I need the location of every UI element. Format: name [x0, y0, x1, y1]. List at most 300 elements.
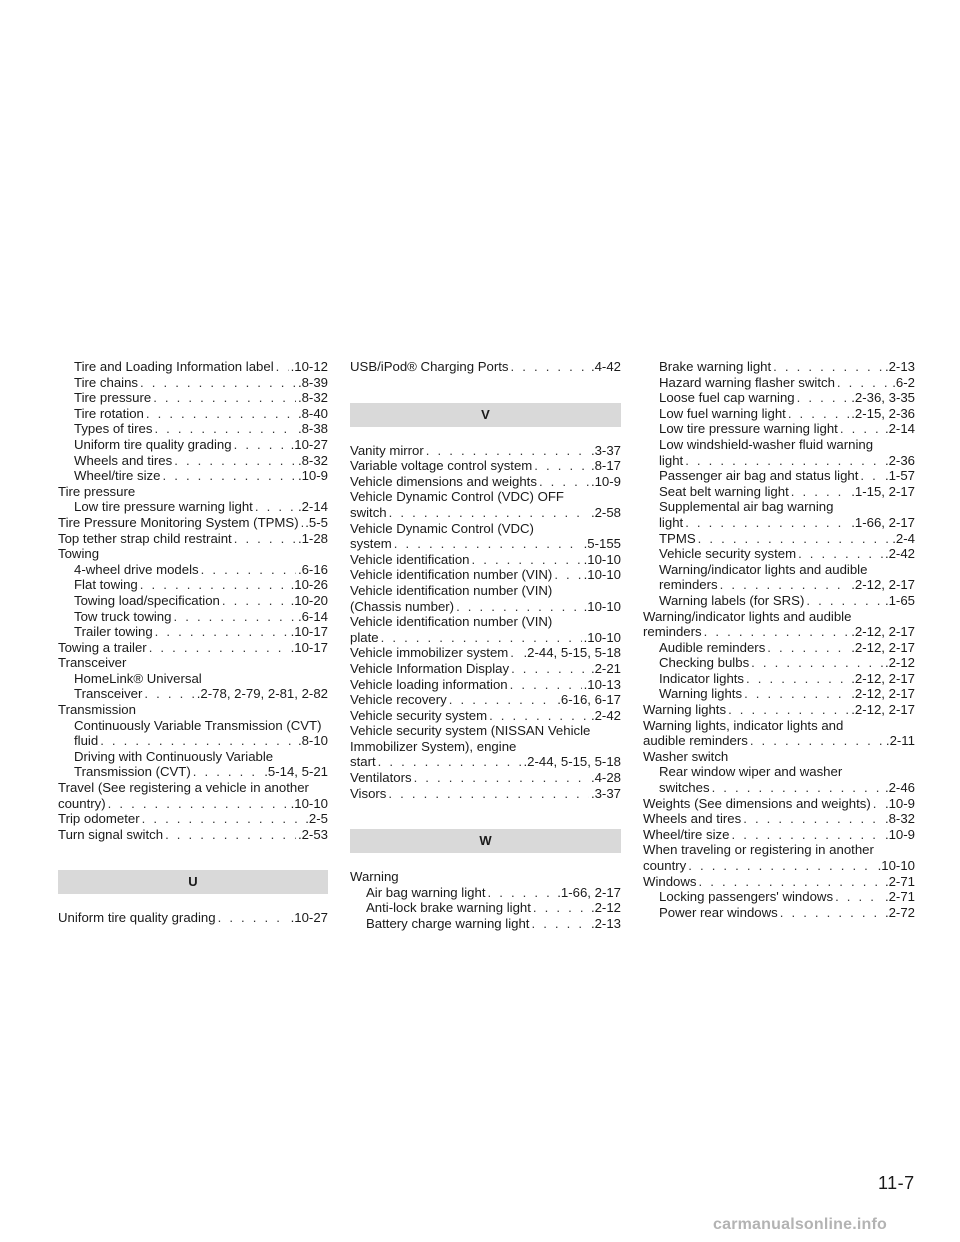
dot-leader [201, 562, 296, 578]
dot-leader [389, 505, 589, 521]
index-entry [350, 677, 621, 693]
entry-text: Vehicle loading information [350, 676, 508, 692]
entry-page: .1-57 [884, 468, 915, 484]
index-list-w-continued [643, 359, 915, 920]
index-entry [643, 905, 915, 921]
index-entry [350, 661, 621, 677]
dot-leader [162, 468, 295, 484]
index-entry [350, 536, 621, 552]
entry-text: Indicator lights [659, 670, 745, 686]
dot-leader [234, 437, 289, 453]
dot-leader [780, 905, 883, 921]
entry-text: Low tire pressure warning light [659, 421, 838, 437]
entry-text: reminders [659, 577, 718, 593]
dot-leader [222, 593, 289, 609]
entry-text: light [659, 452, 684, 468]
dot-leader [414, 770, 589, 786]
dot-leader [837, 375, 890, 391]
entry-text: Tire Pressure Monitoring System (TPMS) [58, 514, 299, 530]
dot-leader [301, 515, 304, 531]
entry-page: .1-66, 2-17 [557, 884, 621, 900]
index-entry: Warning [350, 869, 399, 885]
entry-text: Tow truck towing [74, 608, 172, 624]
entry-text: Anti-lock brake warning light [366, 900, 531, 916]
index-entry [350, 443, 621, 459]
entry-text: Ventilators [350, 770, 412, 786]
entry-page: .8-17 [590, 458, 621, 474]
index-entry [643, 733, 915, 749]
entry-text: Transmission (CVT) [74, 764, 191, 780]
entry-page: .2-12, 2-17 [851, 639, 915, 655]
entry-page: .8-32 [297, 390, 328, 406]
entry-page: .8-32 [884, 811, 915, 827]
dot-leader [797, 390, 850, 406]
entry-text: switches [659, 780, 710, 796]
index-entry [643, 702, 915, 718]
dot-leader [378, 754, 522, 770]
index-list-t [58, 359, 328, 842]
entry-text: Wheel/tire size [74, 468, 161, 484]
index-entry [643, 390, 915, 406]
dot-leader [140, 375, 296, 391]
entry-page: .8-38 [297, 421, 328, 437]
entry-page: .10-10 [877, 858, 915, 873]
entry-page: .2-12, 2-17 [851, 686, 915, 702]
index-list-v [350, 443, 621, 802]
index-list-u [58, 910, 328, 926]
entry-page: .2-36, 3-35 [851, 390, 915, 406]
entry-text: Warning labels (for SRS) [659, 592, 805, 608]
index-entry [643, 655, 915, 671]
index-entry [58, 593, 328, 609]
index-entry [58, 421, 328, 437]
dot-leader [539, 474, 589, 490]
entry-page: .1-28 [297, 530, 328, 546]
index-entry: Warning/indicator lights and audible [643, 608, 852, 624]
index-entry [58, 406, 328, 422]
index-entry [350, 885, 621, 901]
dot-leader [698, 531, 891, 547]
entry-text: TPMS [659, 530, 696, 546]
index-entry [643, 375, 915, 391]
index-entry [643, 421, 915, 437]
index-entry [643, 671, 915, 687]
entry-text: Types of tires [74, 421, 153, 437]
entry-text: Vehicle security system [659, 546, 797, 562]
index-entry [58, 764, 328, 780]
page-number: 11-7 [878, 1173, 915, 1193]
index-entry: Tire pressure [58, 483, 136, 499]
entry-page: .2-36 [884, 452, 915, 468]
index-entry [350, 552, 621, 568]
index-entry [58, 609, 328, 625]
dot-leader [144, 686, 194, 702]
entry-page: .2-14 [884, 421, 915, 437]
dot-leader [276, 359, 289, 375]
index-entry [643, 796, 915, 812]
entry-page: .4-42 [590, 359, 621, 374]
entry-text: Trip odometer [58, 811, 140, 827]
entry-page: .10-17 [290, 639, 328, 655]
dot-leader [142, 811, 304, 827]
dot-leader [449, 692, 555, 708]
entry-page: .2-21 [590, 660, 621, 676]
index-entry [58, 468, 328, 484]
entry-page: .10-10 [583, 551, 621, 567]
dot-leader [234, 531, 296, 547]
watermark: carmanualsonline.info [713, 1216, 888, 1233]
entry-page: .10-10 [290, 795, 328, 811]
entry-text: start [350, 754, 376, 770]
index-entry [643, 640, 915, 656]
index-entry [58, 686, 328, 702]
entry-text: Loose fuel cap warning [659, 390, 795, 406]
dot-leader [173, 609, 295, 625]
entry-text: Uniform tire quality grading [58, 910, 216, 926]
index-entry [643, 624, 915, 640]
index-entry [58, 827, 328, 843]
entry-text: system [350, 536, 392, 552]
entry-page: .10-17 [290, 624, 328, 640]
index-entry: Warning/indicator lights and audible [659, 561, 868, 577]
dot-leader [806, 593, 883, 609]
dot-leader [704, 624, 850, 640]
section-header-u: U [58, 870, 328, 894]
entry-text: Towing load/specification [74, 592, 220, 608]
index-entry: HomeLink® Universal [74, 670, 202, 686]
entry-text: (Chassis number) [350, 598, 455, 614]
entry-text: Towing a trailer [58, 639, 147, 655]
index-entry [643, 546, 915, 562]
entry-page: .2-13 [590, 916, 621, 932]
entry-text: Battery charge warning light [366, 916, 530, 932]
entry-page: .1-66, 2-17 [851, 514, 915, 530]
entry-page: .10-20 [290, 592, 328, 608]
entry-text: Seat belt warning light [659, 483, 789, 499]
entry-text: Vehicle Information Display [350, 660, 510, 676]
dot-leader [731, 827, 882, 843]
entry-page: .1-15, 2-17 [851, 483, 915, 499]
dot-leader [426, 443, 589, 459]
entry-page: .2-5 [305, 811, 328, 827]
dot-leader [835, 889, 883, 905]
index-entry [58, 811, 328, 827]
entry-text: audible reminders [643, 733, 748, 749]
index-entry [350, 474, 621, 490]
dot-leader [791, 484, 849, 500]
entry-page: .8-10 [297, 733, 328, 749]
dot-leader [767, 640, 849, 656]
index-entry [643, 780, 915, 796]
entry-page: .2-58 [590, 504, 621, 520]
index-entry [350, 692, 621, 708]
entry-page: .1-65 [884, 592, 915, 608]
dot-leader [153, 390, 296, 406]
entry-text: Flat towing [74, 577, 138, 593]
dot-leader [108, 796, 289, 812]
entry-page: .10-10 [583, 567, 621, 583]
entry-page: .10-12 [290, 359, 328, 374]
dot-leader [140, 577, 289, 593]
dot-leader [750, 733, 884, 749]
entry-text: Top tether strap child restraint [58, 530, 232, 546]
dot-leader [456, 599, 582, 615]
entry-text: Vehicle dimensions and weights [350, 473, 537, 489]
index-entry [350, 630, 621, 646]
index-entry: Vehicle identification number (VIN) [350, 582, 553, 598]
entry-page: .3-37 [590, 785, 621, 801]
dot-leader [688, 858, 875, 874]
dot-leader [712, 780, 883, 796]
entry-text: Passenger air bag and status light [659, 468, 859, 484]
entry-page: .2-12, 2-17 [851, 577, 915, 593]
entry-page: .6-16, 6-17 [557, 692, 621, 708]
entry-text: Trailer towing [74, 624, 153, 640]
dot-leader [554, 567, 581, 583]
dot-leader [746, 671, 849, 687]
dot-leader [873, 796, 883, 812]
entry-page: .2-42 [590, 707, 621, 723]
entry-page: .5-14, 5-21 [264, 764, 328, 780]
index-entry [58, 531, 328, 547]
index-list-w [350, 869, 621, 931]
index-entry [58, 499, 328, 515]
dot-leader [472, 552, 582, 568]
index-entry: Warning lights, indicator lights and [643, 717, 844, 733]
index-entry [58, 640, 328, 656]
index-entry [643, 858, 915, 874]
index-entry [643, 593, 915, 609]
dot-leader [193, 764, 262, 780]
entry-text: Checking bulbs [659, 655, 750, 671]
index-entry [643, 359, 915, 375]
entry-text: light [659, 514, 684, 530]
entry-page: .2-15, 2-36 [851, 405, 915, 421]
dot-leader [685, 515, 849, 531]
index-entry [350, 708, 621, 724]
entry-page: .6-14 [297, 608, 328, 624]
dot-leader [744, 686, 849, 702]
dot-leader [165, 827, 296, 843]
index-column-2 [350, 359, 621, 932]
index-entry: Supplemental air bag warning [659, 499, 834, 515]
entry-page: .2-44, 5-15, 5-18 [523, 645, 621, 661]
dot-leader [381, 630, 582, 646]
dot-leader [773, 359, 883, 375]
section-header-v: V [350, 403, 621, 427]
entry-page: .10-26 [290, 577, 328, 593]
index-entry: Vehicle security system (NISSAN Vehicle [350, 723, 591, 739]
entry-page: .2-11 [885, 733, 915, 749]
entry-text: Tire chains [74, 374, 139, 390]
dot-leader [534, 458, 589, 474]
entry-page: .2-12, 2-17 [851, 624, 915, 640]
entry-page: .2-12, 2-17 [851, 670, 915, 686]
index-entry [58, 910, 328, 926]
index-entry [350, 599, 621, 615]
dot-leader [511, 359, 589, 375]
entry-text: plate [350, 629, 379, 645]
index-entry [58, 453, 328, 469]
entry-text: reminders [643, 624, 702, 640]
entry-text: Low fuel warning light [659, 405, 786, 421]
entry-text: switch [350, 504, 387, 520]
entry-text: USB/iPod® Charging Ports [350, 359, 509, 374]
entry-text: Turn signal switch [58, 826, 164, 842]
index-column-1 [58, 359, 328, 926]
entry-page: .10-9 [884, 826, 915, 842]
index-entry: Travel (See registering a vehicle in another [58, 780, 309, 796]
index-entry [58, 796, 328, 812]
index-entry [643, 468, 915, 484]
dot-leader [533, 900, 589, 916]
dot-leader [699, 874, 883, 890]
dot-leader [174, 453, 296, 469]
dot-leader [860, 468, 883, 484]
entry-page: .10-9 [590, 473, 621, 489]
index-entry [350, 359, 621, 375]
entry-page: .2-4 [892, 530, 915, 546]
entry-text: Hazard warning flasher switch [659, 374, 835, 390]
entry-page: .10-27 [290, 436, 328, 452]
entry-page: .2-12 [590, 900, 621, 916]
index-entry: Driving with Continuously Variable [74, 748, 274, 764]
index-entry [643, 406, 915, 422]
index-entry [350, 916, 621, 932]
index-entry [643, 453, 915, 469]
entry-page: .2-71 [884, 889, 915, 905]
dot-leader [388, 786, 589, 802]
entry-page: .10-9 [297, 468, 328, 484]
index-entry: Low windshield-washer fluid warning [659, 436, 874, 452]
index-entry [643, 686, 915, 702]
index-entry: Vehicle Dynamic Control (VDC) [350, 520, 534, 536]
entry-text: 4-wheel drive models [74, 561, 199, 577]
entry-text: Vehicle recovery [350, 692, 447, 708]
index-entry: Immobilizer System), engine [350, 738, 517, 754]
index-entry: When traveling or registering in another [643, 842, 874, 858]
entry-page: .10-9 [884, 795, 915, 811]
index-entry: Continuously Variable Transmission (CVT) [74, 717, 322, 733]
entry-page: .10-13 [583, 676, 621, 692]
entry-text: Uniform tire quality grading [74, 436, 232, 452]
dot-leader [255, 499, 296, 515]
entry-page: .8-39 [297, 374, 328, 390]
entry-page: .2-42 [884, 546, 915, 562]
index-entry [643, 515, 915, 531]
entry-page: .6-2 [892, 374, 915, 390]
dot-leader [510, 645, 521, 661]
entry-text: Brake warning light [659, 359, 772, 374]
entry-text: Visors [350, 785, 387, 801]
entry-page: .10-10 [583, 598, 621, 614]
entry-text: Vehicle immobilizer system [350, 645, 509, 661]
index-entry [58, 733, 328, 749]
entry-page: .2-78, 2-79, 2-81, 2-82 [196, 686, 328, 702]
dot-leader [149, 640, 289, 656]
entry-page: .2-72 [884, 904, 915, 920]
index-entry: Rear window wiper and washer [659, 764, 843, 780]
index-entry: Towing [58, 546, 100, 562]
dot-leader [751, 655, 883, 671]
entry-page: .2-46 [884, 780, 915, 796]
dot-leader [100, 733, 296, 749]
entry-text: Windows [643, 873, 697, 889]
entry-text: Transceiver [74, 686, 143, 702]
index-entry [58, 515, 328, 531]
entry-page: .8-40 [297, 405, 328, 421]
entry-page: .10-10 [583, 629, 621, 645]
entry-text: Variable voltage control system [350, 458, 533, 474]
dot-leader [218, 910, 289, 926]
entry-text: Tire rotation [74, 405, 144, 421]
dot-leader [510, 677, 582, 693]
entry-text: Power rear windows [659, 904, 778, 920]
entry-text: Audible reminders [659, 639, 766, 655]
entry-page: .8-32 [297, 452, 328, 468]
dot-leader [788, 406, 849, 422]
entry-text: Wheels and tires [643, 811, 742, 827]
entry-text: Wheel/tire size [643, 826, 730, 842]
dot-leader [743, 811, 883, 827]
entry-text: Vehicle identification number (VIN) [350, 567, 553, 583]
index-entry: Vehicle identification number (VIN) [350, 614, 553, 630]
entry-page: .4-28 [590, 770, 621, 786]
index-entry [643, 577, 915, 593]
index-entry [58, 624, 328, 640]
entry-text: Tire and Loading Information label [74, 359, 274, 374]
index-entry [350, 458, 621, 474]
dot-leader [798, 546, 883, 562]
entry-page: .2-71 [884, 873, 915, 889]
entry-text: country [643, 858, 687, 873]
index-entry: Transmission [58, 702, 136, 718]
entry-text: fluid [74, 733, 99, 749]
dot-leader [728, 702, 849, 718]
entry-text: Vehicle identification [350, 551, 470, 567]
index-entry: Transceiver [58, 655, 127, 671]
dot-leader [146, 406, 296, 422]
dot-leader [720, 577, 850, 593]
dot-leader [840, 421, 883, 437]
index-entry [58, 562, 328, 578]
index-entry [350, 786, 621, 802]
index-entry [58, 577, 328, 593]
index-entry [643, 484, 915, 500]
index-entry [350, 645, 621, 661]
entry-page: .2-13 [884, 359, 915, 374]
index-column-3 [643, 359, 915, 920]
dot-leader [155, 624, 289, 640]
index-entry [643, 827, 915, 843]
entry-page: .6-16 [297, 561, 328, 577]
entry-page: .2-12, 2-17 [851, 702, 915, 718]
entry-page: .2-44, 5-15, 5-18 [523, 754, 621, 770]
entry-text: Wheels and tires [74, 452, 173, 468]
entry-text: Locking passengers' windows [659, 889, 834, 905]
entry-text: Tire pressure [74, 390, 152, 406]
dot-leader [511, 661, 589, 677]
dot-leader [531, 916, 588, 932]
entry-page: .5-155 [583, 536, 621, 552]
index-entry [350, 770, 621, 786]
index-entry [643, 889, 915, 905]
index-entry [350, 567, 621, 583]
index-entry: Vehicle Dynamic Control (VDC) OFF [350, 489, 564, 505]
entry-text: Warning lights [659, 686, 743, 702]
entry-page: .2-53 [297, 826, 328, 842]
dot-leader [489, 708, 589, 724]
